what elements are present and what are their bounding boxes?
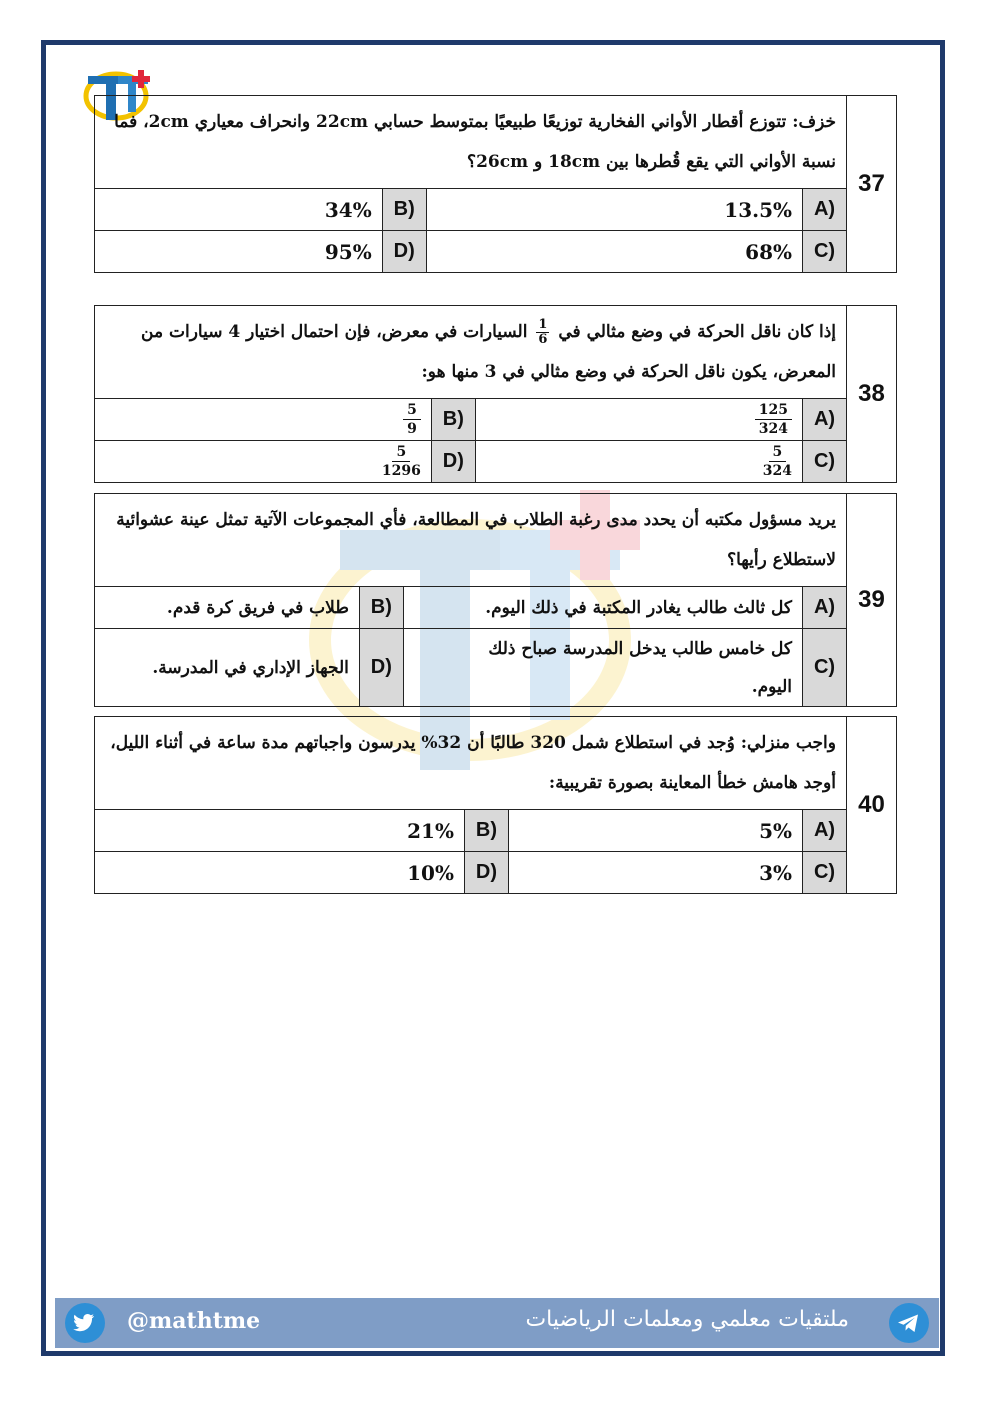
option-40-c-letter[interactable]: C) [803, 852, 847, 894]
option-39-c-text[interactable] [403, 629, 802, 707]
option-40-c-text[interactable]: 3% [508, 852, 802, 894]
question-38-stem-line1 [105, 312, 836, 352]
question-38-stem [95, 306, 847, 399]
option-39-a-text[interactable]: كل ثالث طالب يغادر المكتبة في ذلك اليوم. [403, 587, 802, 629]
fraction-numerator: 125 [755, 401, 792, 420]
option-39-b-text[interactable]: طلاب في فريق كرة قدم. [95, 587, 360, 629]
question-40-number: 40 [847, 717, 897, 894]
option-37-a-text[interactable]: 13.5% [426, 189, 802, 231]
option-37-c-letter[interactable]: C) [803, 231, 847, 273]
question-38-number: 38 [847, 306, 897, 483]
fraction-denominator: 324 [762, 463, 792, 479]
option-38-d-text[interactable] [95, 441, 432, 483]
option-40-b-text[interactable]: 21% [95, 810, 465, 852]
question-40 [94, 716, 897, 894]
option-38-c-text[interactable] [475, 441, 802, 483]
question-37-stem-line2: نسبة الأواني التي يقع قُطرها بين 18cm و 26cm؟ [467, 152, 836, 172]
twitter-icon[interactable] [65, 1303, 105, 1343]
option-37-b-letter[interactable]: B) [382, 189, 426, 231]
footer-title: ملتقيات معلمي ومعلمات الرياضيات [525, 1307, 849, 1332]
option-38-b-letter[interactable]: B) [431, 399, 475, 441]
question-37 [94, 95, 897, 273]
question-39-number: 39 [847, 494, 897, 707]
option-40-d-letter[interactable]: D) [464, 852, 508, 894]
fraction [403, 401, 421, 438]
question-39-stem [95, 494, 847, 587]
question-40-stem-line1: واجب منزلي: وُجد في استطلاع شمل 320 طالبًا أن 32% يدرسون واجباتهم مدة ساعة في أثناء الليل، [110, 733, 836, 753]
question-37-stem [95, 96, 847, 189]
fraction-denominator: 9 [407, 421, 417, 437]
question-37-number: 37 [847, 96, 897, 273]
option-37-b-text[interactable]: 34% [95, 189, 383, 231]
option-38-c-letter[interactable]: C) [803, 441, 847, 483]
option-38-b-text[interactable] [95, 399, 432, 441]
stem-fraction-denominator: 6 [538, 332, 548, 347]
question-39-stem-line2: لاستطلاع رأيها؟ [727, 550, 836, 570]
option-39-c-line2: اليوم. [751, 676, 792, 697]
fraction-denominator: 1296 [381, 463, 421, 479]
option-37-d-text[interactable]: 95% [95, 231, 383, 273]
fraction [763, 443, 792, 480]
question-40-stem-line2: أوجد هامش خطأ المعاينة بصورة تقريبية: [548, 773, 836, 793]
question-38 [94, 305, 897, 483]
fraction [382, 443, 421, 480]
option-39-c-letter[interactable]: C) [803, 629, 847, 707]
fraction [755, 401, 792, 438]
fraction-numerator: 5 [769, 443, 787, 462]
question-38-stem-line2: المعرض، يكون ناقل الحركة في وضع مثالي في 3 منها هو: [421, 362, 836, 382]
question-38-stem-pre: إذا كان ناقل الحركة في وضع مثالي في [558, 322, 836, 342]
option-40-b-letter[interactable]: B) [464, 810, 508, 852]
option-37-c-text[interactable]: 68% [426, 231, 802, 273]
question-40-stem [95, 717, 847, 810]
telegram-icon[interactable] [889, 1303, 929, 1343]
question-38-stem-post: السيارات في معرض، فإن احتمال اختيار 4 سيارات من [141, 322, 528, 342]
option-37-d-letter[interactable]: D) [382, 231, 426, 273]
option-40-d-text[interactable]: 10% [95, 852, 465, 894]
option-39-c-line1: كل خامس طالب يدخل المدرسة صباح ذلك [488, 638, 792, 659]
option-39-a-letter[interactable]: A) [803, 587, 847, 629]
question-39-stem-line1: يريد مسؤول مكتبه أن يحدد مدى رغبة الطلاب في المطالعة، فأي المجموعات الآتية تمثل عينة عشوائية [116, 510, 836, 530]
stem-fraction [536, 318, 549, 347]
footer-bar [55, 1298, 939, 1348]
footer-handle[interactable]: @mathtme [127, 1308, 261, 1334]
option-38-d-letter[interactable]: D) [431, 441, 475, 483]
question-37-stem-line1: خزف: تتوزع أقطار الأواني الفخارية توزيعًا طبيعيًا بمتوسط حسابي 22cm وانحراف معياري 2cm، فما [114, 112, 836, 132]
option-38-a-letter[interactable]: A) [803, 399, 847, 441]
fraction-numerator: 5 [403, 401, 421, 420]
option-39-d-letter[interactable]: D) [359, 629, 403, 707]
option-37-a-letter[interactable]: A) [803, 189, 847, 231]
fraction-numerator: 5 [392, 443, 410, 462]
option-40-a-letter[interactable]: A) [803, 810, 847, 852]
question-39 [94, 493, 897, 707]
option-39-d-text[interactable]: الجهاز الإداري في المدرسة. [95, 629, 360, 707]
option-39-b-letter[interactable]: B) [359, 587, 403, 629]
fraction-denominator: 324 [758, 421, 788, 437]
option-40-a-text[interactable]: 5% [508, 810, 802, 852]
option-38-a-text[interactable] [475, 399, 802, 441]
stem-fraction-numerator: 1 [538, 317, 548, 332]
